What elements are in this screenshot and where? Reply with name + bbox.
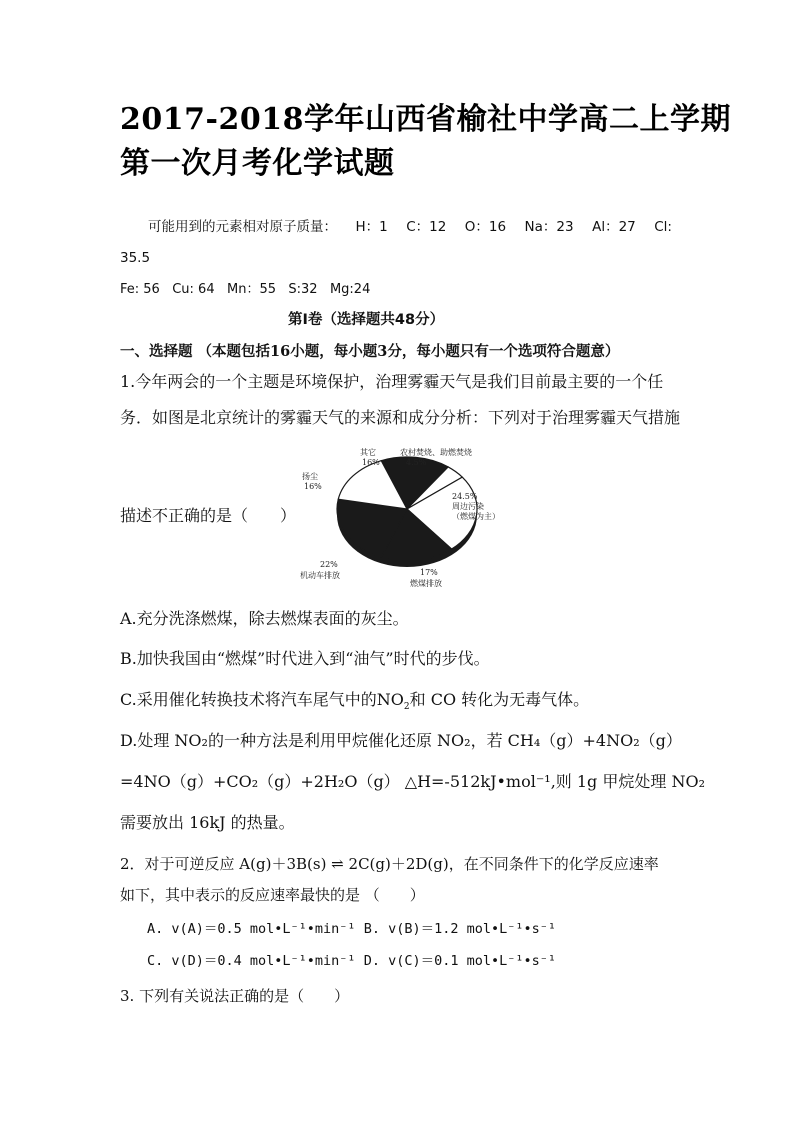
- label-dust: 扬尘: [302, 472, 318, 481]
- label-dust-pct: 16%: [304, 482, 322, 491]
- label-coal-pct: 17%: [420, 568, 438, 577]
- atomic-mass-c: C：12: [406, 219, 447, 235]
- q1-line-1: 1.今年两会的一个主题是环境保护，治理雾霾天气是我们目前最主要的一个任: [120, 372, 664, 391]
- atomic-mass-line-2: 35.5: [120, 250, 151, 266]
- section-heading: 第Ⅰ卷（选择题共48分）: [288, 312, 445, 328]
- atomic-mass-line-1: [148, 216, 672, 238]
- document-title: [120, 98, 740, 186]
- q1-option-c-post: 和 CO 转化为无毒气体。: [409, 690, 590, 709]
- atomic-mass-na: Na：23: [524, 219, 574, 235]
- q1-option-a: A.充分洗涤燃煤，除去燃煤表面的灰尘。: [120, 609, 409, 628]
- haze-source-pie-chart: [300, 441, 515, 591]
- q1-option-d-line-1: D.处理 NO₂的一种方法是利用甲烷催化还原 NO₂，若 CH₄（g）+4NO₂（g）: [120, 731, 682, 750]
- label-coal: 燃煤排放: [410, 579, 442, 588]
- q1-option-d-line-3: 需要放出 16kJ 的热量。: [120, 813, 295, 832]
- q2-line-2: 如下，其中表示的反应速率最快的是 （ ）: [120, 886, 425, 904]
- q3-line-1: 3. 下列有关说法正确的是（ ）: [120, 987, 350, 1005]
- label-rural: 农村焚烧、助燃焚烧: [400, 448, 472, 457]
- atomic-mass-prefix: 可能用到的元素相对原子质量：: [148, 219, 337, 235]
- q1-line-3: 描述不正确的是（ ）: [120, 506, 297, 525]
- label-surround-2: （燃煤为主）: [452, 512, 500, 521]
- atomic-mass-al: Al：27: [592, 219, 636, 235]
- label-vehicle: 机动车排放: [300, 571, 340, 580]
- q1-option-c-sub: 2: [403, 702, 410, 713]
- label-other: 其它: [360, 448, 376, 457]
- q1-option-c-pre: C.采用催化转换技术将汽车尾气中的: [120, 690, 377, 709]
- atomic-mass-o: O：16: [464, 219, 507, 235]
- q1-line-2: 务．如图是北京统计的雾霾天气的来源和成分分析：下列对于治理雾霾天气措施: [120, 408, 681, 427]
- label-surround-pct: 24.5%: [452, 492, 478, 501]
- atomic-mass-cl: Cl:: [654, 219, 672, 235]
- q1-option-b: B.加快我国由“燃煤”时代进入到“油气”时代的步伐。: [120, 649, 490, 668]
- atomic-mass-h: H：1: [355, 219, 388, 235]
- label-other-pct: 16%: [362, 458, 380, 467]
- q2-options-a-b: A. v(A)＝0.5 mol•L⁻¹•min⁻¹ B. v(B)＝1.2 mol•L⁻¹•s⁻¹: [147, 921, 557, 937]
- title-line-2: 第一次月考化学试题: [120, 146, 395, 181]
- q2-line-1: 2．对于可逆反应 A(g)＋3B(s) ⇌ 2C(g)＋2D(g)，在不同条件下的化学反应速率: [120, 855, 659, 873]
- atomic-mass-line-3: Fe: 56 Cu: 64 Mn：55 S:32 Mg:24: [120, 282, 371, 297]
- part-one-heading: 一、选择题 （本题包括16小题，每小题3分，每小题只有一个选项符合题意）: [120, 343, 620, 360]
- q1-option-c: [120, 689, 589, 711]
- title-line-1: 2017-2018学年山西省榆社中学高二上学期: [120, 102, 731, 137]
- q1-option-c-no2: NO: [376, 690, 404, 709]
- q1-option-d-line-2: =4NO（g）+CO₂（g）+2H₂O（g） △H=-512kJ•mol⁻¹,则 1g 甲烷处理 NO₂: [120, 772, 706, 791]
- label-surround-1: 周边污染: [452, 502, 484, 511]
- q2-options-c-d: C. v(D)＝0.4 mol•L⁻¹•min⁻¹ D. v(C)＝0.1 mol•L⁻¹•s⁻¹: [147, 953, 557, 969]
- label-vehicle-pct: 22%: [320, 560, 338, 569]
- label-rural-pct: 4.5%: [406, 458, 427, 467]
